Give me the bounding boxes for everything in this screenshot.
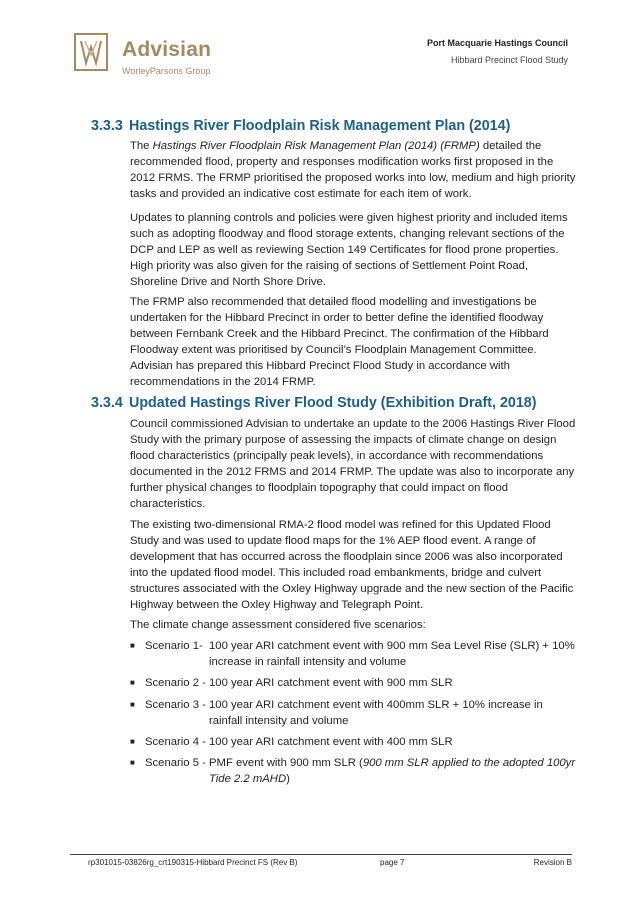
logo-subtitle: WorleyParsons Group	[122, 66, 211, 76]
section-heading-333	[91, 118, 510, 134]
footer-revision: Revision B	[533, 858, 572, 867]
footer-divider	[70, 854, 572, 855]
paragraph: The climate change assessment considered five scenarios:	[130, 619, 426, 631]
paragraph: The Hastings River Floodplain Risk Management Plan (2014) (FRMP) detailed the recommended flood, property and responses modification works first proposed in the 2012 FRMS. The FRMP prioritised the proposed works into low, medium and high priority tasks and provided an indicative cost estimate for each item of work.	[130, 140, 576, 200]
footer-page-number: page 7	[380, 858, 405, 867]
bullet-icon: ■	[130, 700, 135, 709]
section-number: 3.3.4	[91, 395, 123, 411]
section-heading-334	[91, 395, 537, 411]
header-organisation: Port Macquarie Hastings Council	[426, 38, 568, 48]
paragraph: The existing two-dimensional RMA-2 flood model was refined for this Updated Flood Study and was used to update flood maps for the 1% AEP flood event. A range of development that has occurred across the floodplain since 2006 was also incorporated into the updated flood model. This included road embankments, bridge and culvert structures associated with the Oxley Highway upgrade and the new section of the Pacific Highway between the Oxley Highway and Telegraph Point.	[130, 519, 574, 611]
bullet-icon: ■	[130, 737, 135, 746]
footer-doc-ref: rp301015-03826rg_crt190315-Hibbard Precinct FS (Rev B)	[88, 858, 298, 867]
bullet-icon: ■	[130, 678, 135, 687]
section-number: 3.3.3	[91, 118, 123, 134]
bullet-icon: ■	[130, 641, 135, 650]
paragraph: Updates to planning controls and policies were given highest priority and included items such as adopting floodway and flood storage extents, changing relevant sections of the DCP and LEP as well as reviewing Section 149 Certificates for flood prone properties. High priority was also given for the raising of sections of Settlement Point Road, Shoreline Drive and North Shore Drive.	[130, 212, 568, 288]
section-title: Hastings River Floodplain Risk Management Plan (2014)	[129, 118, 511, 134]
bullet-icon: ■	[130, 758, 135, 767]
advisian-logo-icon	[74, 33, 108, 71]
section-title: Updated Hastings River Flood Study (Exhibition Draft, 2018)	[129, 395, 537, 411]
paragraph: The FRMP also recommended that detailed flood modelling and investigations be undertaken for the Hibbard Precinct in order to better define the identified floodway between Fernbank Creek and the Hibbard Precinct. The confirmation of the Hibbard Floodway extent was prioritised by Council’s Floodplain Management Committee. Advisian has prepared this Hibbard Precinct Flood Study in accordance with recommendations in the 2014 FRMP.	[130, 296, 549, 388]
logo-name: Advisian	[122, 38, 212, 61]
header-project: Hibbard Precinct Flood Study	[450, 55, 568, 65]
paragraph: Council commissioned Advisian to undertake an update to the 2006 Hastings River Flood Study with the primary purpose of assessing the impacts of climate change on design flood characteristics (principally peak levels), in accordance with recommendations documented in the 2012 FRMS and 2014 FRMP. The update was also to incorporate any further physical changes to floodplain topography that could impact on flood characteristics.	[130, 418, 576, 510]
